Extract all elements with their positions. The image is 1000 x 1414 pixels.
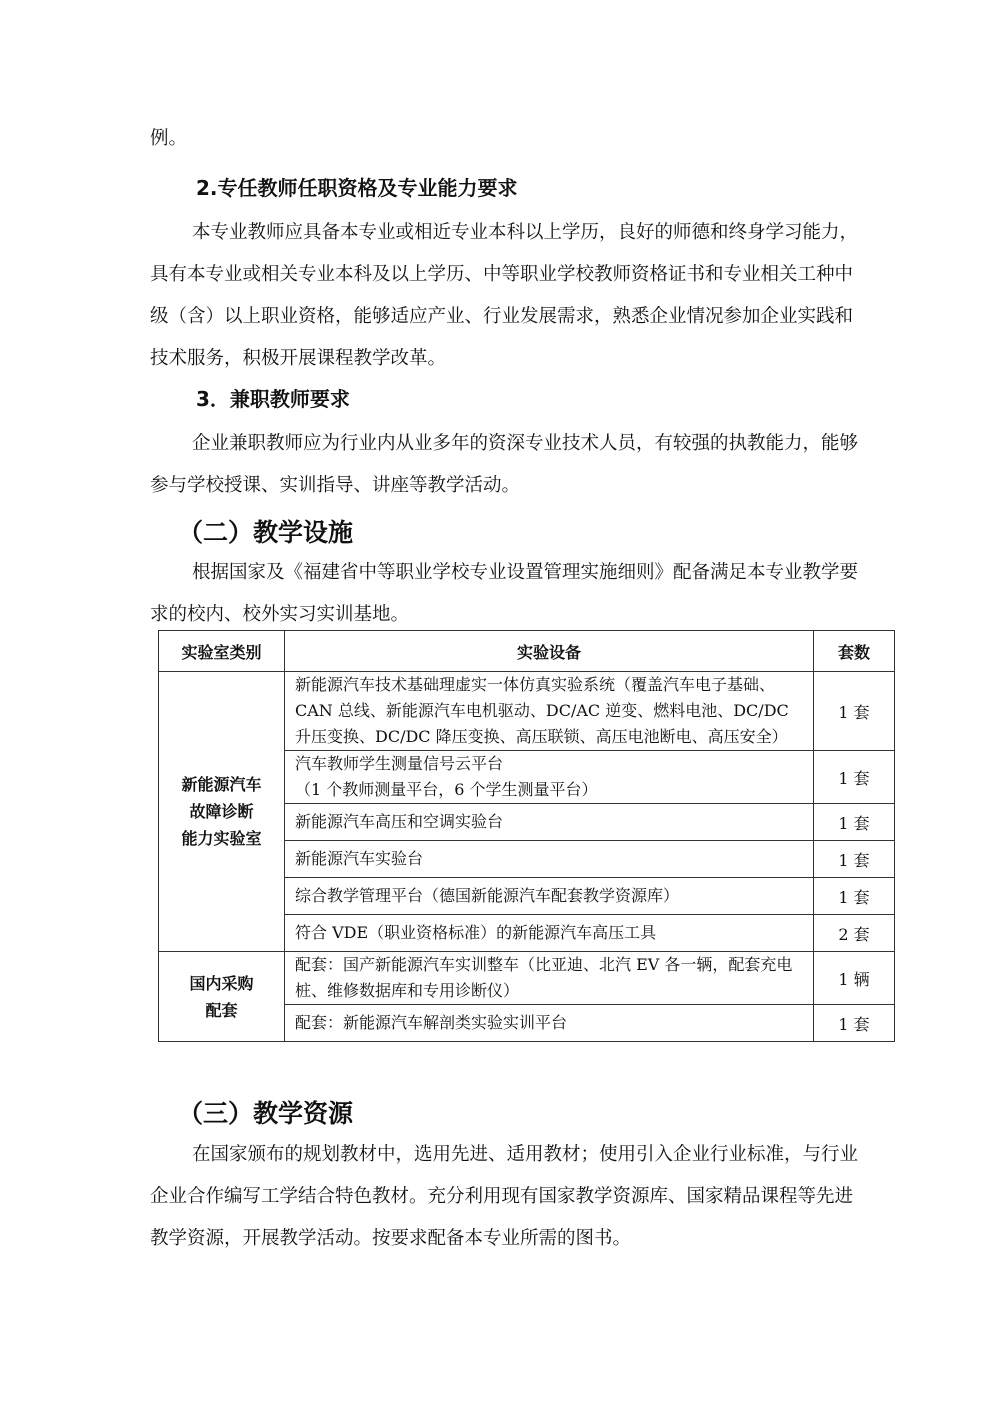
lab-category-label: 国内采购 配套 <box>189 973 254 1020</box>
facilities-table <box>158 630 895 1042</box>
equipment-cell: 汽车教师学生测量信号云平台 （1 个教师测量平台，6 个学生测量平台） <box>285 751 814 804</box>
count-cell: 2 套 <box>814 915 895 952</box>
count-cell: 1 套 <box>814 804 895 841</box>
table-header-row <box>159 631 895 672</box>
equipment-cell: 符合 VDE（职业资格标准）的新能源汽车高压工具 <box>285 915 814 952</box>
lab-category-cell <box>159 952 285 1042</box>
header-equipment: 实验设备 <box>285 631 814 672</box>
equipment-cell: 综合教学管理平台（德国新能源汽车配套教学资源库） <box>285 878 814 915</box>
header-count: 套数 <box>814 631 895 672</box>
equipment-cell: 新能源汽车高压和空调实验台 <box>285 804 814 841</box>
heading-fulltime-teachers: 2.专任教师任职资格及专业能力要求 <box>196 176 518 200</box>
count-cell: 1 套 <box>814 841 895 878</box>
count-cell: 1 套 <box>814 672 895 751</box>
lab-category-label: 新能源汽车 故障诊断 能力实验室 <box>181 775 262 848</box>
heading-teaching-facilities: （二）教学设施 <box>178 518 354 547</box>
heading-parttime-teachers: 3．兼职教师要求 <box>196 387 350 411</box>
equipment-cell: 新能源汽车技术基础理虚实一体仿真实验系统（覆盖汽车电子基础、CAN 总线、新能源汽车电机驱动、DC/AC 逆变、燃料电池、DC/DC 升压变换、DC/DC 降压变换、高压联锁、高压电池断电、高压安全） <box>285 672 814 751</box>
header-lab-category: 实验室类别 <box>159 631 285 672</box>
paragraph-teaching-resources: 在国家颁布的规划教材中，选用先进、适用教材；使用引入企业行业标准，与行业企业合作编写工学结合特色教材。充分利用现有国家教学资源库、国家精品课程等先进教学资源，开展教学活动。按要求配备本专业所需的图书。 <box>150 1144 859 1249</box>
equipment-cell: 配套：国产新能源汽车实训整车（比亚迪、北汽 EV 各一辆，配套充电桩、维修数据库和专用诊断仪） <box>285 952 814 1005</box>
table-row <box>159 672 895 751</box>
equipment-cell: 新能源汽车实验台 <box>285 841 814 878</box>
count-cell: 1 套 <box>814 1005 895 1042</box>
lab-category-cell <box>159 672 285 952</box>
table-row <box>159 952 895 1005</box>
paragraph-continuation: 例。 <box>150 128 188 149</box>
count-cell: 1 辆 <box>814 952 895 1005</box>
count-cell: 1 套 <box>814 878 895 915</box>
paragraph-parttime-teachers: 企业兼职教师应为行业内从业多年的资深专业技术人员，有较强的执教能力，能够参与学校授课、实训指导、讲座等教学活动。 <box>150 433 859 496</box>
equipment-cell: 配套：新能源汽车解剖类实验实训平台 <box>285 1005 814 1042</box>
count-cell: 1 套 <box>814 751 895 804</box>
paragraph-fulltime-teachers: 本专业教师应具备本专业或相近专业本科以上学历，良好的师德和终身学习能力，具有本专业或相关专业本科及以上学历、中等职业学校教师资格证书和专业相关工种中级（含）以上职业资格，能够适应产业、行业发展需求，熟悉企业情况参加企业实践和技术服务，积极开展课程教学改革。 <box>150 222 859 369</box>
paragraph-teaching-facilities: 根据国家及《福建省中等职业学校专业设置管理实施细则》配备满足本专业教学要求的校内、校外实习实训基地。 <box>150 562 859 625</box>
heading-teaching-resources: （三）教学资源 <box>178 1099 354 1128</box>
